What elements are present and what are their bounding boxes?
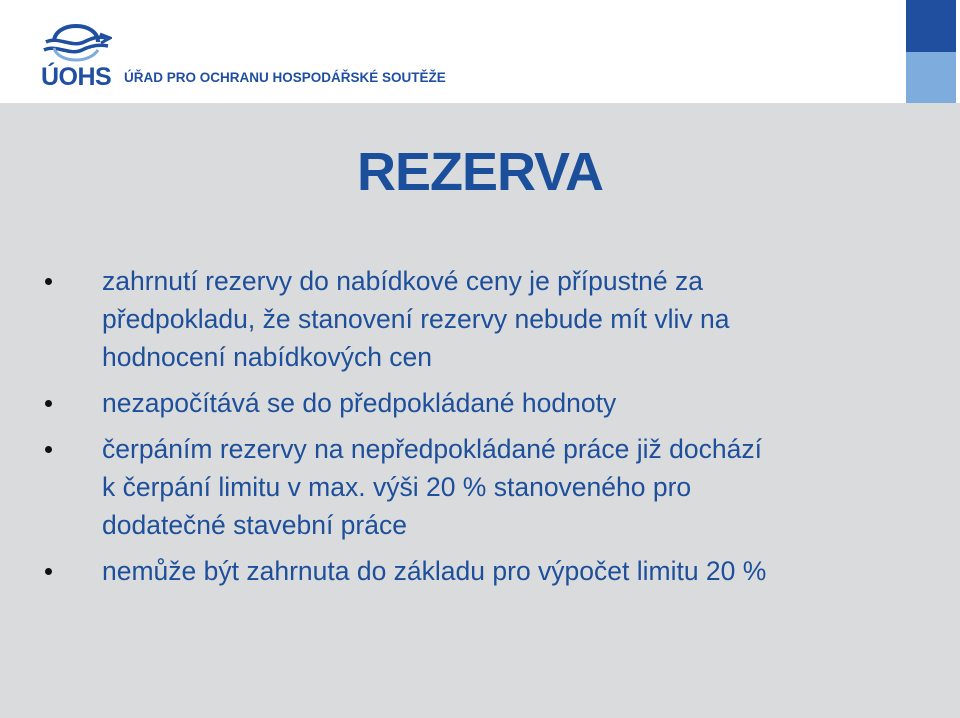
- bullet-dot-icon: [45, 278, 52, 285]
- bullet-text: [102, 384, 960, 422]
- bullet-line: zahrnutí rezervy do nabídkové ceny je přípustné za: [102, 266, 704, 296]
- corner-edge: [956, 0, 960, 103]
- bullet-list: [0, 262, 960, 598]
- bullet-dot-icon: [45, 400, 52, 407]
- uohs-logo-icon: [40, 22, 112, 62]
- bullet-line: nemůže být zahrnuta do základu pro výpočet limitu 20 %: [102, 556, 767, 586]
- bullet-item: [0, 430, 960, 544]
- slide-title: REZERVA: [356, 142, 604, 202]
- slide-header: [0, 0, 960, 103]
- slide-content: [0, 103, 960, 718]
- bullet-line: dodatečné stavební práce: [102, 510, 407, 540]
- bullet-dot-icon: [45, 568, 52, 575]
- bullet-text: [102, 552, 960, 590]
- bullet-item: [0, 552, 960, 590]
- corner-accent-light: [906, 52, 956, 103]
- bullet-line: předpokladu, že stanovení rezervy nebude mít vliv na: [102, 304, 730, 334]
- bullet-line: hodnocení nabídkových cen: [102, 342, 433, 372]
- bullet-item: [0, 384, 960, 422]
- bullet-item: [0, 262, 960, 376]
- logo-abbreviation: ÚOHS: [41, 63, 112, 91]
- bullet-dot-icon: [45, 446, 52, 453]
- bullet-line: čerpáním rezervy na nepředpokládané práce již dochází: [102, 434, 762, 464]
- logo-organization-name: ÚŘAD PRO OCHRANU HOSPODÁŘSKÉ SOUTĚŽE: [124, 70, 446, 85]
- bullet-line: k čerpání limitu v max. výši 20 % stanoveného pro: [102, 472, 692, 502]
- bullet-text: [102, 430, 960, 544]
- corner-accent-dark: [906, 0, 956, 52]
- bullet-line: nezapočítává se do předpokládané hodnoty: [102, 388, 617, 418]
- bullet-text: [102, 262, 960, 376]
